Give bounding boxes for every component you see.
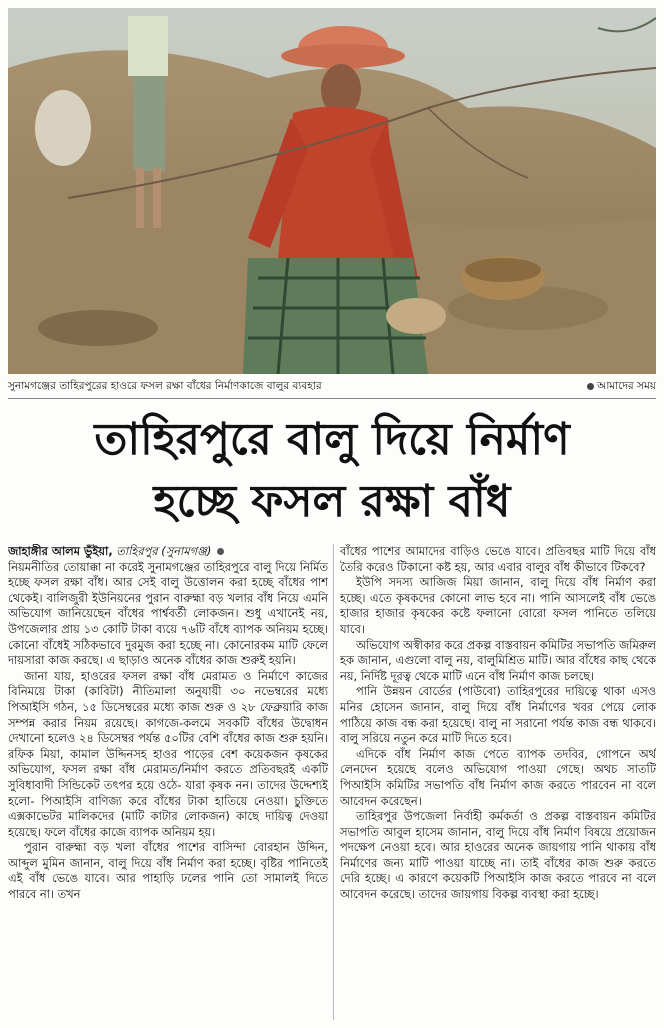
- photo-credit-text: আমাদের সময়: [597, 380, 656, 392]
- article-paragraph: বাঁধের পাশের আমাদের বাড়িও ভেঙে যাবে। প্রতিবছর মাটি দিয়ে বাঁধ তৈরি করেও টিকানো কষ্ট হয়, আর এবার বালুর বাঁধ কীভাবে টিকবে?: [340, 544, 656, 574]
- photo-caption: সুনামগঞ্জের তাহিরপুরের হাওরে ফসল রক্ষা বাঁধের নির্মাণকাজে বালুর ব্যবহার: [8, 380, 322, 392]
- byline-bullet-icon: [217, 548, 224, 555]
- article-paragraph: নিয়মনীতির তোয়াক্কা না করেই সুনামগঞ্জের তাহিরপুরে বালু দিয়ে নির্মিত হচ্ছে ফসল রক্ষা বাঁধ। আর সেই বালু উত্তোলন করা হচ্ছে বাঁধের পাশ থেকেই। বালিজুরী ইউনিয়নের পুরান বারুহ্মা বড় খলার বাঁধ নিয়ে এমনি অভিযোগ জানিয়েছেন বাঁধের পার্শ্ববর্তী লোকজন। শুধু এখানেই নয়, উপজেলার প্রায় ১৩ কোটি টাকা ব্যয়ে ৭৬টি বাঁধে ব্যাপক অনিয়ম হচ্ছে। কোনো বাঁধেই সঠিকভাবে দুরমুজ করা হচ্ছে না। কোনোরকম মাটি ফেলে দায়সারা কাজ করছে। এ ছাড়াও অনেক বাঁধের কাজ শুরুই হয়নি।: [8, 559, 328, 668]
- caption-divider: [8, 398, 656, 399]
- photo-illustration: [8, 8, 656, 374]
- column-divider: [333, 544, 334, 1020]
- byline-place: তাহিরপুর (সুনামগঞ্জ): [116, 544, 212, 558]
- byline: [8, 544, 328, 560]
- article-paragraph: পুরান বারুহ্মা বড় খলা বাঁধের পাশের বাসিন্দা বোরহান উদ্দিন, আব্দুল মুমিন জানান, বালু দিয়ে বাঁধ নির্মাণ করা হচ্ছে। বৃষ্টির পানিতেই এই বাঁধ ভেঙে যাবে। আর পাহাড়ি ঢলের পানি তো সামালই দিতে পারবে না। তখন: [8, 840, 328, 902]
- article-paragraph: জানা যায়, হাওরের ফসল রক্ষা বাঁধ মেরামত ও নির্মাণে কাজের বিনিময়ে টাকা (কাবিটা) নীতিমালা অনুযায়ী ৩০ নভেম্বরের মধ্যে পিআইসি গঠন, ১৫ ডিসেম্বরের মধ্যে কাজ শুরু ও ২৮ ফেব্রুয়ারি কাজ সম্পন্ন করার নিয়ম রয়েছে। কাগজে-কলমে সবকটি বাঁধের উদ্বোধন দেখানো হলেও ২৪ ডিসেম্বর পর্যন্ত ৫০টির বেশি বাঁধের কাজ শুরু হয়নি। রফিক মিয়া, কামাল উদ্দিনসহ হাওর পাড়ের বেশ কয়েকজন কৃষকের অভিযোগ, ফসল রক্ষা বাঁধ মেরামত/নির্মাণ করতে প্রতিবছরই একটি সুবিধাবাদী সিন্ডিকেট তৎপর হয়ে ওঠে- যারা কৃষক নন। তাদের উদ্দেশ্যই হলো- পিআইসি বাণিজ্য করে বাঁধের টাকা হাতিয়ে নেওয়া। চুক্তিতে এক্সকাভেটর মালিকদের (মাটি কাটার লোকজন) কাছে দায়িত্ব দেওয়া হয়েছে। ফলে বাঁধের কাজে ব্যাপক অনিয়ম হয়।: [8, 668, 328, 839]
- byline-author: জাহাঙ্গীর আলম ভুঁইয়া,: [8, 544, 113, 558]
- article-paragraph: ইউপি সদস্য আজিজ মিয়া জানান, বালু দিয়ে বাঁধ নির্মাণ করা হচ্ছে। এতে কৃষকদের কোনো লাভ হবে না। পানি আসলেই বাঁধ ভেঙে হাজার হাজার কৃষকের কষ্টে ফলানো বোরো ফসল পানিতে তলিয়ে যাবে।: [340, 575, 656, 636]
- article-paragraph: এদিকে বাঁধ নির্মাণ কাজ পেতে ব্যাপক তদবির, গোপনে অর্থ লেনদেন হয়েছে বলেও অভিযোগ পাওয়া গেছে। অথচ সাতটি পিআইসি কমিটির সভাপতি বাঁধ নির্মাণ কাজ করতে পারবেন না বলে আবেদন করেছেন।: [340, 746, 656, 808]
- article-paragraph: অভিযোগ অস্বীকার করে প্রকল্প বাস্তবায়ন কমিটির সভাপতি জমিরুল হক জানান, এগুলো বালু নয়, বালুমিশ্রিত মাটি। আর বাঁধের কাছ থেকে নয়, নির্দিষ্ট দূরত্ব থেকে মাটি এনে বাঁধ নির্মাণ কাজ চলছে।: [340, 637, 656, 683]
- credit-bullet-icon: [587, 383, 594, 390]
- article-paragraph: পানি উন্নয়ন বোর্ডের (পাউবো) তাহিরপুরের দায়িত্বে থাকা এসও মনির হোসেন জানান, বালু দিয়ে বাঁধ নির্মাণের খবর পেয়ে লোক পাঠিয়ে কাজ বন্ধ করা হয়েছে। বালু না সরানো পর্যন্ত কাজ বন্ধ থাকবে। বালু সরিয়ে নতুন করে মাটি দিতে হবে।: [340, 684, 656, 746]
- article-paragraph: তাহিরপুর উপজেলা নির্বাহী কর্মকর্তা ও প্রকল্প বাস্তবায়ন কমিটির সভাপতি আবুল হাসেম জানান, বালু দিয়ে বাঁধ নির্মাণ বিষয়ে প্রয়োজন পদক্ষেপ নেওয়া হবে। আর হাওরের অনেক জায়গায় পানি থাকায় বাঁধ নির্মাণের জন্য মাটি পাওয়া যাচ্ছে না। তাই বাঁধের কাজ শুরু করতে দেরি হচ্ছে। এ কারণে কয়েকটি পিআইসি কাজ করতে পারবে না বলে আবেদন করেছে। তাদের জায়গায় বিকল্প ব্যবস্থা করা হচ্ছে।: [340, 809, 656, 902]
- article-column-right: [340, 544, 656, 1022]
- news-photo: [8, 8, 656, 374]
- headline-line-2: হচ্ছে ফসল রক্ষা বাঁধ: [153, 476, 511, 527]
- headline-line-1: তাহিরপুরে বালু দিয়ে নির্মাণ: [94, 414, 570, 465]
- photo-credit: [587, 379, 656, 393]
- article-column-left: [8, 544, 328, 1022]
